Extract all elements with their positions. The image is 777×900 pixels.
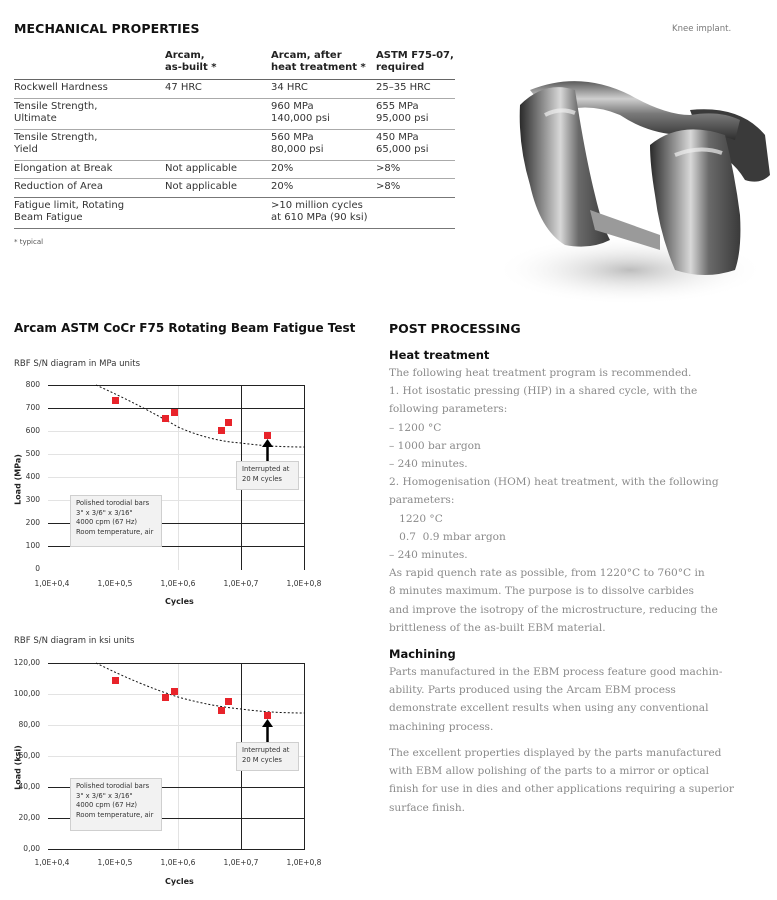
chart-ksi-title: RBF S/N diagram in ksi units [14, 636, 135, 646]
x-tick: 1,0E+0,8 [286, 858, 322, 867]
table-header-row [14, 50, 455, 80]
y-tick: 100,00 [13, 689, 40, 698]
mechanical-properties-title: MECHANICAL PROPERTIES [14, 21, 200, 36]
chart-ksi [0, 653, 330, 893]
y-axis-label: Load (ksi) [13, 745, 23, 790]
fatigue-section-title: Arcam ASTM CoCr F75 Rotating Beam Fatigue Test [14, 321, 356, 335]
cell-property: Fatigue limit, Rotating Beam Fatigue [14, 197, 165, 228]
header-as-built: Arcam, as-built * [165, 50, 271, 80]
x-axis-label: Cycles [165, 597, 194, 606]
table-row [14, 129, 455, 160]
photo-caption: Knee implant. [672, 24, 732, 34]
x-tick: 1,0E+0,7 [223, 858, 259, 867]
chart-ksi-plot [0, 653, 330, 893]
y-tick: 0 [35, 564, 40, 573]
y-tick: 700 [25, 403, 40, 412]
post-processing-title: POST PROCESSING [389, 321, 521, 336]
cell-astm [376, 197, 455, 228]
cell-property: Elongation at Break [14, 160, 165, 179]
cell-as-built [165, 197, 271, 228]
y-tick: 60,00 [18, 751, 40, 760]
mechanical-properties-table [14, 50, 455, 229]
knee-implant-icon [490, 35, 777, 315]
cell-astm: 450 MPa 65,000 psi [376, 129, 455, 160]
table-row [14, 160, 455, 179]
cell-as-built [165, 98, 271, 129]
y-tick: 400 [25, 472, 40, 481]
x-tick: 1,0E+0,6 [160, 858, 196, 867]
y-tick: 80,00 [18, 720, 40, 729]
table-row [14, 179, 455, 198]
table-row [14, 197, 455, 228]
machining-paragraph-2: The excellent properties displayed by the parts manufactured with EBM allow polishing of the parts to a mirror or optical finish for use in dies and other applications requiring a superior surface finish. [389, 747, 734, 814]
knee-implant-photo [490, 35, 777, 315]
cell-property: Rockwell Hardness [14, 80, 165, 99]
x-tick: 1,0E+0,8 [286, 579, 322, 588]
specimen-note: Polished torodial bars 3" x 3/6" x 3/16" 4000 cpm (67 Hz) Room temperature, air [70, 778, 162, 831]
x-tick: 1,0E+0,7 [223, 579, 259, 588]
x-tick: 1,0E+0,5 [97, 858, 133, 867]
header-astm-required: ASTM F75-07, required [376, 50, 455, 80]
cell-as-built: Not applicable [165, 160, 271, 179]
interrupted-note: Interrupted at 20 M cycles [236, 461, 299, 490]
y-tick: 200 [25, 518, 40, 527]
cell-astm: >8% [376, 160, 455, 179]
y-tick: 20,00 [18, 813, 40, 822]
x-tick: 1,0E+0,6 [160, 579, 196, 588]
cell-after-heat: 960 MPa 140,000 psi [271, 98, 376, 129]
y-tick: 600 [25, 426, 40, 435]
cell-property: Reduction of Area [14, 179, 165, 198]
y-tick: 800 [25, 380, 40, 389]
table-row [14, 98, 455, 129]
cell-after-heat: 20% [271, 179, 376, 198]
table-row [14, 80, 455, 99]
cell-as-built: 47 HRC [165, 80, 271, 99]
chart-mpa-title: RBF S/N diagram in MPa units [14, 359, 141, 369]
heat-treatment-heading: Heat treatment [389, 348, 490, 362]
cell-as-built [165, 129, 271, 160]
cell-property: Tensile Strength, Yield [14, 129, 165, 160]
y-tick: 0,00 [23, 844, 40, 853]
cell-property: Tensile Strength, Ultimate [14, 98, 165, 129]
cell-as-built: Not applicable [165, 179, 271, 198]
machining-paragraph-1: Parts manufactured in the EBM process feature good machin- ability. Parts produced using the Arcam EBM process demonstrate excellent results when using any conventional machining process. [389, 666, 723, 733]
cell-after-heat: >10 million cycles at 610 MPa (90 ksi) [271, 197, 376, 228]
y-tick: 300 [25, 495, 40, 504]
y-tick: 40,00 [18, 782, 40, 791]
x-tick: 1,0E+0,5 [97, 579, 133, 588]
cell-astm: 25–35 HRC [376, 80, 455, 99]
header-property [14, 50, 165, 80]
specimen-note: Polished torodial bars 3" x 3/6" x 3/16" 4000 cpm (67 Hz) Room temperature, air [70, 495, 162, 547]
y-axis-label: Load (MPa) [13, 454, 23, 505]
table-footnote: * typical [14, 238, 44, 246]
header-after-heat-treatment: Arcam, after heat treatment * [271, 50, 376, 80]
x-axis-label: Cycles [165, 877, 194, 886]
cell-astm: >8% [376, 179, 455, 198]
cell-after-heat: 20% [271, 160, 376, 179]
cell-after-heat: 34 HRC [271, 80, 376, 99]
cell-after-heat: 560 MPa 80,000 psi [271, 129, 376, 160]
machining-heading: Machining [389, 647, 456, 661]
y-tick: 100 [25, 541, 40, 550]
y-tick: 120,00 [13, 658, 40, 667]
x-tick: 1,0E+0,4 [34, 579, 70, 588]
cell-astm: 655 MPa 95,000 psi [376, 98, 455, 129]
x-tick: 1,0E+0,4 [34, 858, 70, 867]
heat-treatment-text: The following heat treatment program is recommended. 1. Hot isostatic pressing (HIP) in a shared cycle, with the following parameters: – 1200 °C – 1000 bar argon – 240 minutes. 2. Homogenisation (HOM) heat treatment, with the following parameters: 1220 °C 0.7 0.9 mbar argon – 240 minutes. As rapid quench rate as possible, from 1220°C to 760°C in 8 minutes maximum. The purpose is to dissolve carbides and improve the isotropy of the microstructure, reducing the brittleness of the as-built EBM material. [389, 367, 719, 634]
chart-mpa [0, 375, 330, 615]
interrupted-note: Interrupted at 20 M cycles [236, 742, 299, 771]
y-tick: 500 [25, 449, 40, 458]
